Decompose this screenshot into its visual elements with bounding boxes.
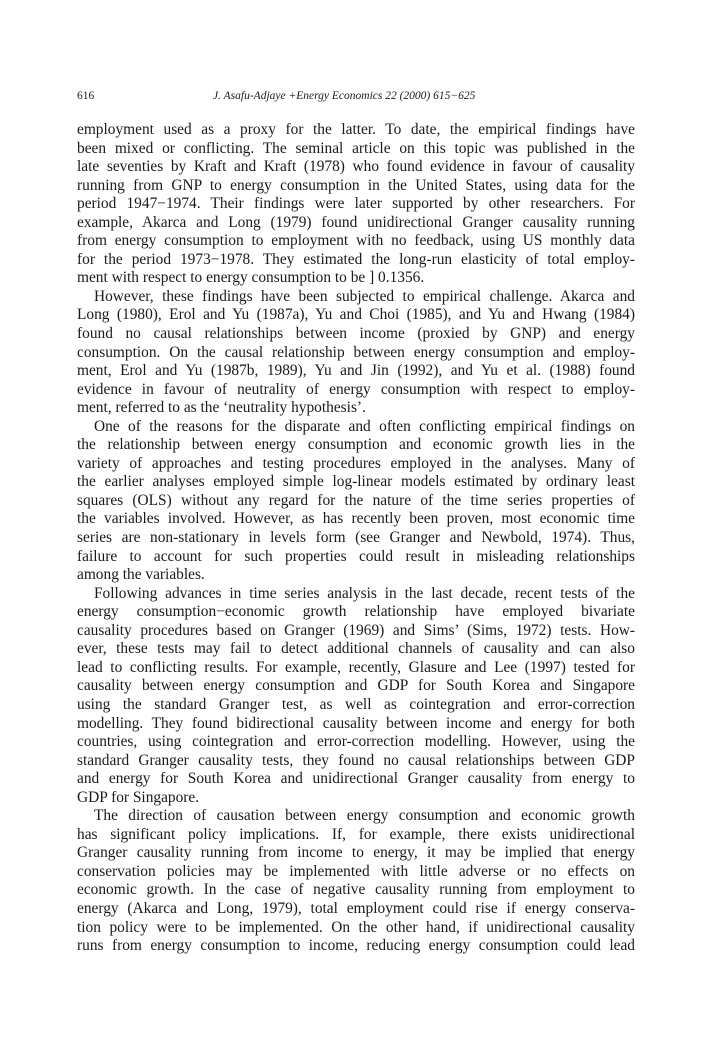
text-line: Granger causality running from income to energy, it may be implied that energy — [77, 844, 635, 862]
text-line: causality between energy consumption and GDP for South Korea and Singapore — [77, 677, 635, 695]
text-line: variety of approaches and testing procedures employed in the analyses. Many of — [77, 454, 635, 472]
text-line: has significant policy implications. If, for example, there exists unidirectional — [77, 825, 635, 843]
text-line: among the variables. — [77, 566, 205, 584]
text-line: economic growth. In the case of negative causality running from employment to — [77, 881, 635, 899]
paragraph — [77, 418, 635, 585]
text-line: lead to conflicting results. For example, recently, Glasure and Lee (1997) tested for — [77, 658, 635, 676]
text-line: countries, using cointegration and error-correction modelling. However, using the — [77, 733, 635, 751]
text-line: period 1947−1974. Their findings were later supported by other researchers. For — [77, 195, 635, 213]
text-line: using the standard Granger test, as well as cointegration and error-correction — [77, 695, 635, 713]
text-line: ment with respect to energy consumption to be ] 0.1356. — [77, 269, 425, 287]
text-line: been mixed or conflicting. The seminal article on this topic was published in the — [77, 139, 635, 157]
text-line: consumption. On the causal relationship between energy consumption and employ- — [77, 343, 635, 361]
text-line: evidence in favour of neutrality of energy consumption with respect to employ- — [77, 380, 635, 398]
text-line: However, these findings have been subjected to empirical challenge. Akarca and — [94, 287, 635, 305]
text-line: The direction of causation between energy consumption and economic growth — [94, 807, 635, 825]
paragraph — [77, 807, 635, 955]
running-head: J. Asafu-Adjaye +Energy Economics 22 (2000) 615−625 — [213, 90, 476, 102]
text-line: runs from energy consumption to income, reducing energy consumption could lead — [77, 937, 635, 955]
text-line: squares (OLS) without any regard for the nature of the time series properties of — [77, 491, 635, 509]
text-line: Long (1980), Erol and Yu (1987a), Yu and Choi (1985), and Yu and Hwang (1984) — [77, 306, 635, 324]
text-line: example, Akarca and Long (1979) found unidirectional Granger causality running — [77, 213, 635, 231]
text-line: tion policy were to be implemented. On the other hand, if unidirectional causality — [77, 918, 635, 936]
paragraph — [77, 288, 635, 418]
text-line: the earlier analyses employed simple log-linear models estimated by ordinary least — [77, 473, 635, 491]
text-line: ment, referred to as the ‘neutrality hypothesis’. — [77, 399, 366, 417]
text-line: causality procedures based on Granger (1969) and Sims’ (Sims, 1972) tests. How- — [77, 621, 635, 639]
text-line: the variables involved. However, as has recently been proven, most economic time — [77, 510, 635, 528]
page-number: 616 — [77, 90, 95, 102]
text-line: GDP for Singapore. — [77, 788, 200, 806]
text-line: failure to account for such properties could result in misleading relationships — [77, 547, 635, 565]
text-line: found no causal relationships between income (proxied by GNP) and energy — [77, 325, 635, 343]
text-line: conservation policies may be implemented with little adverse or no effects on — [77, 862, 635, 880]
text-line: running from GNP to energy consumption in the United States, using data for the — [77, 176, 635, 194]
body-text — [77, 121, 635, 956]
text-line: energy consumption−economic growth relationship have employed bivariate — [77, 603, 635, 621]
text-line: energy (Akarca and Long, 1979), total employment could rise if energy conserva- — [77, 899, 635, 917]
text-line: ever, these tests may fail to detect additional channels of causality and can also — [77, 640, 635, 658]
text-line: standard Granger causality tests, they found no causal relationships between GDP — [77, 751, 635, 769]
text-line: modelling. They found bidirectional causality between income and energy for both — [77, 714, 635, 732]
paragraph — [77, 121, 635, 288]
text-line: One of the reasons for the disparate and often conflicting empirical findings on — [94, 417, 635, 435]
text-line: Following advances in time series analysis in the last decade, recent tests of the — [94, 584, 635, 602]
page-header — [77, 87, 635, 105]
text-line: employment used as a proxy for the latter. To date, the empirical findings have — [77, 121, 635, 138]
text-line: series are non-stationary in levels form (see Granger and Newbold, 1974). Thus, — [77, 529, 635, 547]
text-line: late seventies by Kraft and Kraft (1978) who found evidence in favour of causality — [77, 158, 635, 176]
text-line: ment, Erol and Yu (1987b, 1989), Yu and Jin (1992), and Yu et al. (1988) found — [77, 362, 635, 380]
text-line: for the period 1973−1978. They estimated the long-run elasticity of total employ- — [77, 250, 635, 268]
text-line: and energy for South Korea and unidirectional Granger causality from energy to — [77, 770, 635, 788]
text-line: the relationship between energy consumption and economic growth lies in the — [77, 436, 635, 454]
paragraph — [77, 585, 635, 808]
text-line: from energy consumption to employment with no feedback, using US monthly data — [77, 232, 635, 250]
